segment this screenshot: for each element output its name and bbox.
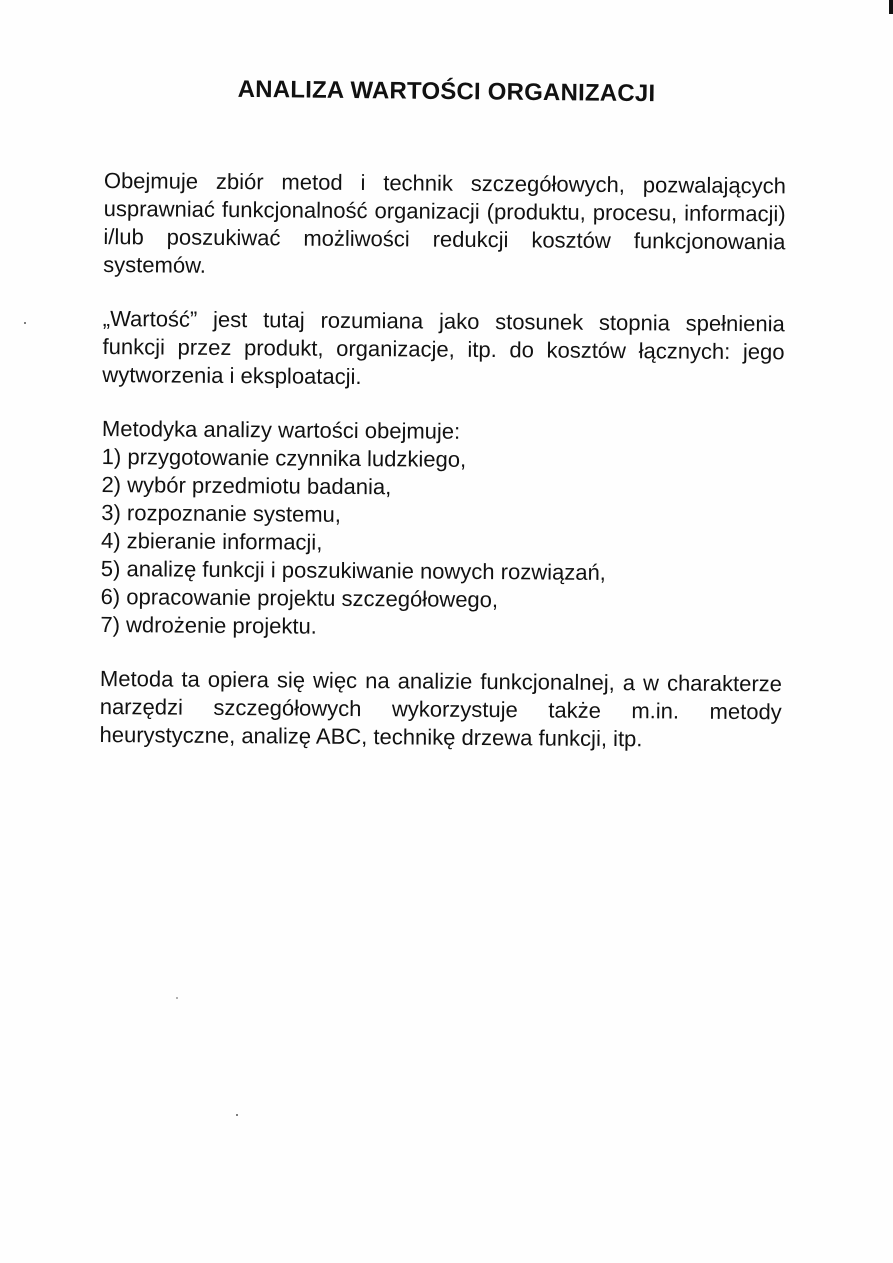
document-title: ANALIZA WARTOŚCI ORGANIZACJI xyxy=(237,75,656,108)
list-item: 5) analizę funkcji i poszukiwanie nowych rozwiązań, xyxy=(100,555,606,585)
list-item: 2) wybór przedmiotu badania, xyxy=(101,471,392,500)
scan-edge-mark xyxy=(889,0,893,14)
list-intro: Metodyka analizy wartości obejmuje: xyxy=(101,415,461,444)
scan-speck xyxy=(24,322,26,324)
scan-speck xyxy=(236,1114,238,1116)
paragraph-value-meaning: „Wartość” jest tutaj rozumiana jako stosunek stopnia spełnienia funkcji przez produkt, organizacje, itp. do kosztów łącznych: jego wytworzenia i eksploatacji. xyxy=(102,305,785,390)
list-item: 1) przygotowanie czynnika ludzkiego, xyxy=(101,443,467,472)
list-item: 6) opracowanie projektu szczegółowego, xyxy=(100,583,499,613)
scan-speck xyxy=(176,997,178,999)
document-body xyxy=(99,167,786,780)
paragraph-definition: Obejmuje zbiór metod i technik szczegółowych, pozwalających usprawniać funkcjonalność organizacji (produktu, procesu, informacji) i/lub poszukiwać możliwości redukcji kosztów funkcjonowania systemów. xyxy=(103,167,786,278)
list-item: 4) zbieranie informacji, xyxy=(100,527,323,555)
methodology-steps-list xyxy=(100,443,784,644)
list-item: 3) rozpoznanie systemu, xyxy=(101,499,342,527)
list-item: 7) wdrożenie projektu. xyxy=(100,611,317,639)
paragraph-method-tools: Metoda ta opiera się więc na analizie funkcjonalnej, a w charakterze narzędzi szczegółowych wykorzystuje także m.in. metody heurystyczne, analizę ABC, technikę drzewa funkcji, itp. xyxy=(99,665,783,752)
